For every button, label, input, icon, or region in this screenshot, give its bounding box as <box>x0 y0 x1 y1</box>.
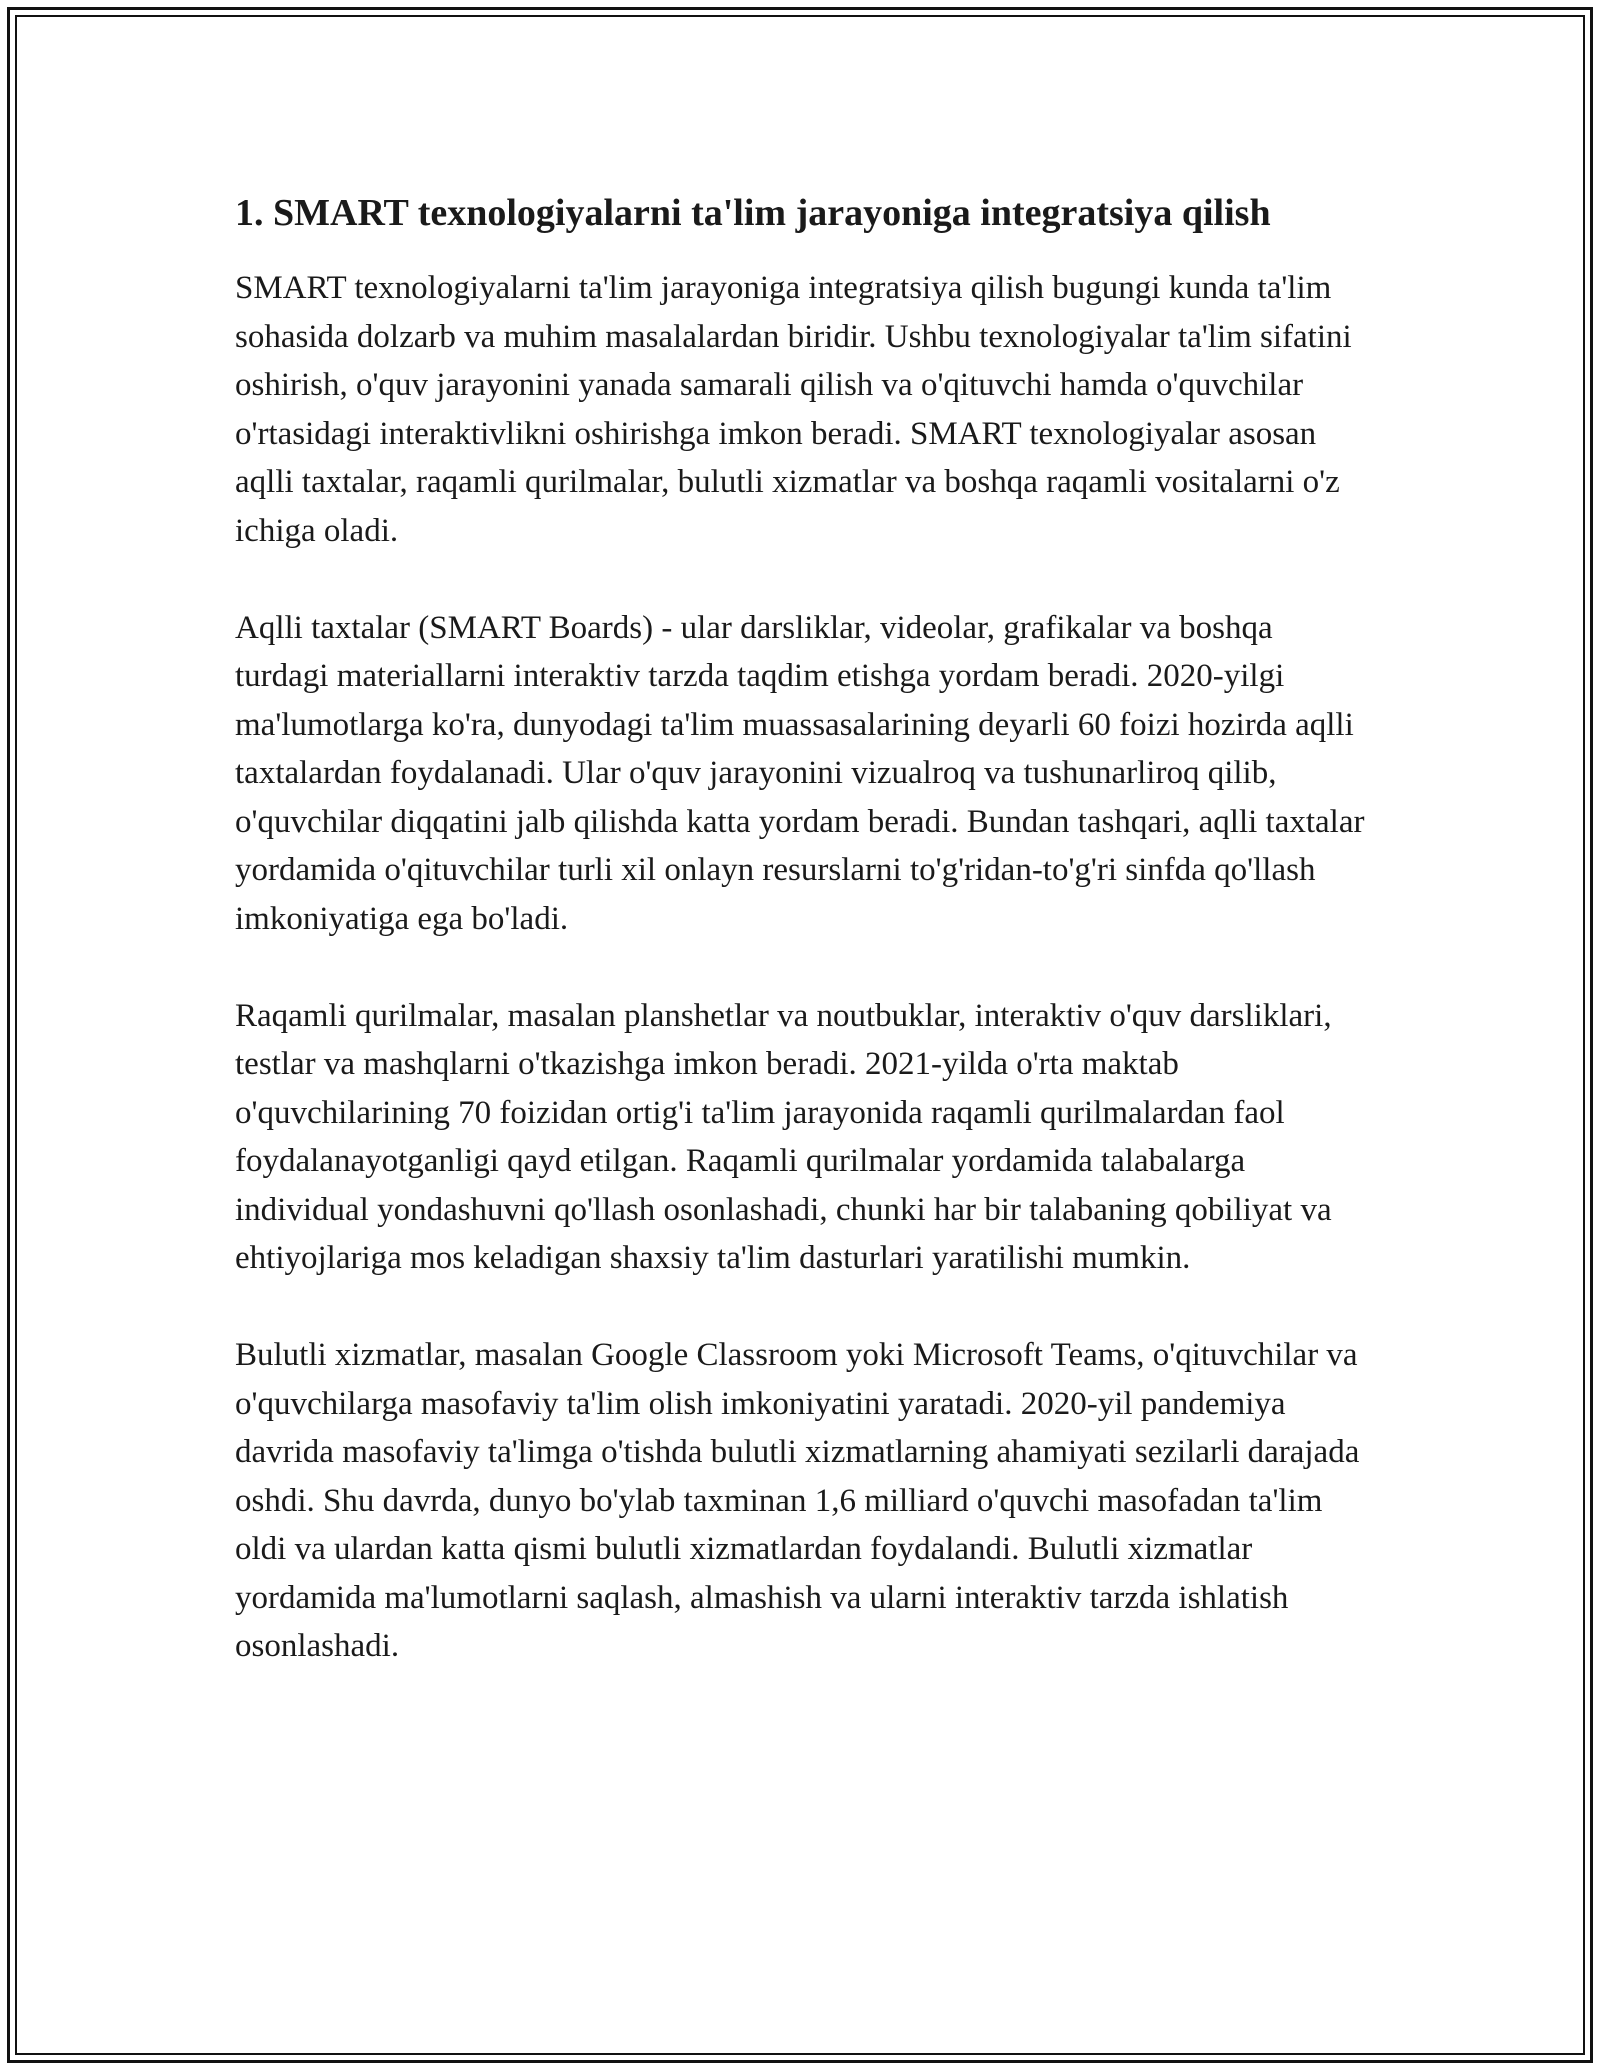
paragraph-cloud-services: Bulutli xizmatlar, masalan Google Classroom yoki Microsoft Teams, o'qituvchilar va o'quvchilarga masofaviy ta'lim olish imkoniyatini yaratadi. 2020-yil pandemiya davrida masofaviy ta'limga o'tishda bulutli xizmatlarning ahamiyati sezilarli darajada oshdi. Shu davrda, dunyo bo'ylab taxminan 1,6 milliard o'quvchi masofadan ta'lim oldi va ulardan katta qismi bulutli xizmatlardan foydalandi. Bulutli xizmatlar yordamida ma'lumotlarni saqlash, almashish va ularni interaktiv tarzda ishlatish osonlashadi. <box>235 1337 1360 1664</box>
document-body <box>235 186 1370 1719</box>
paragraph-digital-devices: Raqamli qurilmalar, masalan planshetlar va noutbuklar, interaktiv o'quv darsliklari, testlar va mashqlarni o'tkazishga imkon beradi. 2021-yilda o'rta maktab o'quvchilarining 70 foizidan ortig'i ta'lim jarayonida raqamli qurilmalardan faol foydalanayotganligi qayd etilgan. Raqamli qurilmalar yordamida talabalarga individual yondashuvni qo'llash osonlashadi, chunki har bir talabaning qobiliyat va ehtiyojlariga mos keladigan shaxsiy ta'lim dasturlari yaratilishi mumkin. <box>235 997 1332 1276</box>
paragraph-intro: SMART texnologiyalarni ta'lim jarayoniga integratsiya qilish bugungi kunda ta'lim sohasida dolzarb va muhim masalalardan biridir. Ushbu texnologiyalar ta'lim sifatini oshirish, o'quv jarayonini yanada samarali qilish va o'qituvchi hamda o'quvchilar o'rtasidagi interaktivlikni oshirishga imkon beradi. SMART texnologiyalar asosan aqlli taxtalar, raqamli qurilmalar, bulutli xizmatlar va boshqa raqamli vositalarni o'z ichiga oladi. <box>235 270 1352 549</box>
section-title: 1. SMART texnologiyalarni ta'lim jarayoniga integratsiya qilish <box>235 192 1271 234</box>
paragraph-smart-boards: Aqlli taxtalar (SMART Boards) - ular darsliklar, videolar, grafikalar va boshqa turdagi materiallarni interaktiv tarzda taqdim etishga yordam beradi. 2020-yilgi ma'lumotlarga ko'ra, dunyodagi ta'lim muassasalarining deyarli 60 foizi hozirda aqlli taxtalardan foydalanadi. Ular o'quv jarayonini vizualroq va tushunarliroq qilib, o'quvchilar diqqatini jalb qilishda katta yordam beradi. Bundan tashqari, aqlli taxtalar yordamida o'qituvchilar turli xil onlayn resurslarni to'g'ridan-to'g'ri sinfda qo'llash imkoniyatiga ega bo'ladi. <box>235 609 1365 937</box>
